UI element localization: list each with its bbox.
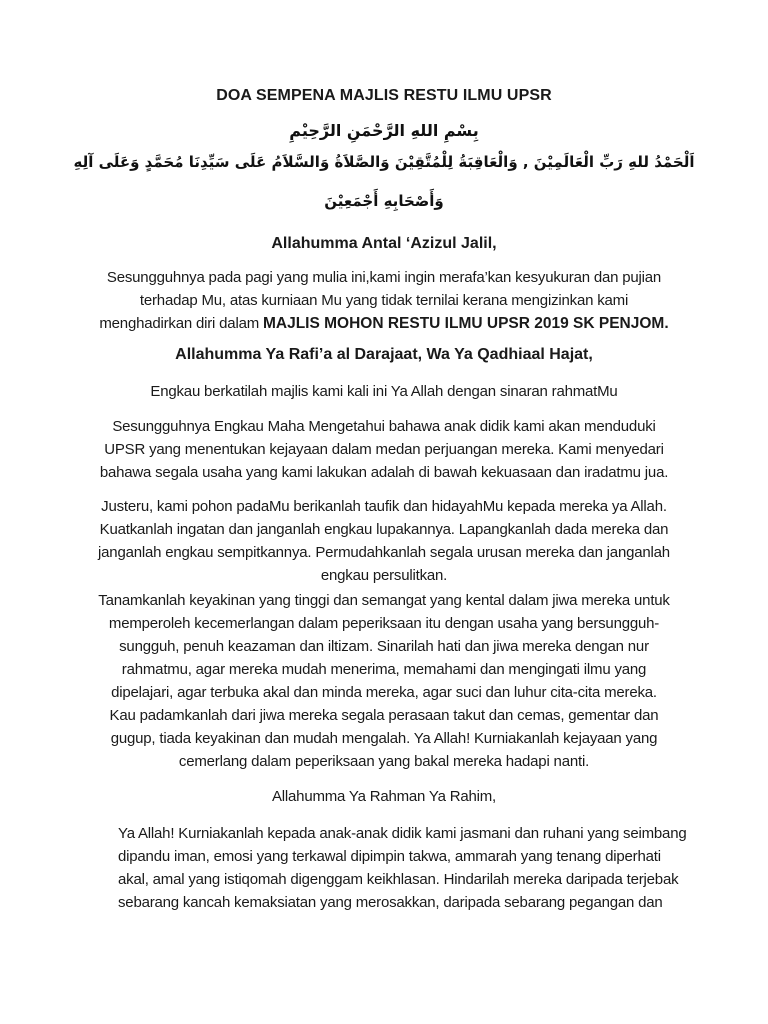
paragraph-1-line-3 xyxy=(84,312,684,335)
paragraph-1-line-1: Sesungguhnya pada pagi yang mulia ini,kami ingin merafa’kan kesyukuran dan pujian xyxy=(106,269,662,286)
paragraph-2: Engkau berkatilah majlis kami kali ini Ya Allah dengan sinaran rahmatMu xyxy=(150,383,618,400)
section-heading-1: Allahumma Antal ‘Azizul Jalil, xyxy=(271,235,497,252)
paragraph-4-line-4: engkau persulitkan. xyxy=(320,567,448,584)
paragraph-5 xyxy=(90,589,678,773)
paragraph-1-line-3-text: menghadirkan diri dalam xyxy=(99,315,263,332)
paragraph-3-line-1: Sesungguhnya Engkau Maha Mengetahui bahawa anak didik kami akan menduduki xyxy=(112,418,656,435)
paragraph-7-line-4: sebarang kancah kemaksiatan yang merosakkan, daripada sebarang pegangan dan xyxy=(118,894,663,911)
paragraph-5-line-4: rahmatmu, agar mereka mudah menerima, memahami dan mengingati ilmu yang xyxy=(121,661,647,678)
paragraph-1-line-2: terhadap Mu, atas kurniaan Mu yang tidak ternilai kerana mengizinkan kami xyxy=(139,292,629,309)
basmalah-text: بِسْمِ اللهِ الرَّحْمَنِ الرَّحِيْمِ xyxy=(289,121,479,140)
paragraph-5-line-6: Kau padamkanlah dari jiwa mereka segala perasaan takut dan cemas, gementar dan xyxy=(109,707,659,724)
paragraph-7 xyxy=(118,822,688,914)
paragraph-1 xyxy=(84,266,684,335)
paragraph-5-line-1: Tanamkanlah keyakinan yang tinggi dan semangat yang kental dalam jiwa mereka untuk xyxy=(98,592,670,609)
arabic-praise-line-2: وَأَصْحَابِهِ أَجْمَعِيْنَ xyxy=(324,192,444,210)
document-title: DOA SEMPENA MAJLIS RESTU ILMU UPSR xyxy=(216,87,552,104)
paragraph-4 xyxy=(80,495,688,587)
paragraph-3-line-2: UPSR yang menentukan kejayaan dalam medan perjuangan mereka. Kami menyedari xyxy=(104,441,664,458)
paragraph-7-line-1: Ya Allah! Kurniakanlah kepada anak-anak didik kami jasmani dan ruhani yang seimbang xyxy=(118,825,687,842)
paragraph-4-line-3: janganlah engkau sempitkannya. Permudahkanlah segala urusan mereka dan janganlah xyxy=(98,544,670,561)
arabic-praise-line-1: اَلْحَمْدُ للهِ رَبِّ الْعَالَمِيْنَ , وَالْعَاقِبَةُ لِلْمُتَّقِيْنَ وَالصَّلاَةُ وَالسَّلاَمُ عَلَى سَيِّدِنَا مُحَمَّدٍ وَعَلَى آلِهِ xyxy=(73,153,695,171)
paragraph-5-line-2: memperoleh kecemerlangan dalam peperiksaan itu dengan usaha yang bersungguh- xyxy=(108,615,660,632)
paragraph-7-line-2: dipandu iman, emosi yang terkawal dipimpin takwa, ammarah yang tenang diperhati xyxy=(118,848,661,865)
paragraph-5-line-7: gugup, tiada keyakinan dan mudah mengalah. Ya Allah! Kurniakanlah kejayaan yang xyxy=(110,730,658,747)
paragraph-3-line-3: bahawa segala usaha yang kami lakukan adalah di bawah kekuasaan dan iradatmu jua. xyxy=(99,464,669,481)
event-name: MAJLIS MOHON RESTU ILMU UPSR 2019 SK PENJOM. xyxy=(262,315,669,332)
paragraph-4-line-1: Justeru, kami pohon padaMu berikanlah taufik dan hidayahMu kepada mereka ya Allah. xyxy=(101,498,667,515)
paragraph-6: Allahumma Ya Rahman Ya Rahim, xyxy=(271,788,497,805)
paragraph-3 xyxy=(80,415,688,484)
paragraph-5-line-8: cemerlang dalam peperiksaan yang bakal mereka hadapi nanti. xyxy=(178,753,590,770)
paragraph-5-line-3: sungguh, penuh keazaman dan iltizam. Sinarilah hati dan jiwa mereka dengan nur xyxy=(119,638,649,655)
paragraph-4-line-2: Kuatkanlah ingatan dan janganlah engkau lupakannya. Lapangkanlah dada mereka dan xyxy=(99,521,669,538)
paragraph-7-line-3: akal, amal yang istiqomah digenggam keikhlasan. Hindarilah mereka daripada terjebak xyxy=(118,871,679,888)
section-heading-2: Allahumma Ya Rafi’a al Darajaat, Wa Ya Qadhiaal Hajat, xyxy=(175,346,593,363)
paragraph-5-line-5: dipelajari, agar terbuka akal dan minda mereka, agar suci dan luhur cita-cita mereka. xyxy=(111,684,657,701)
